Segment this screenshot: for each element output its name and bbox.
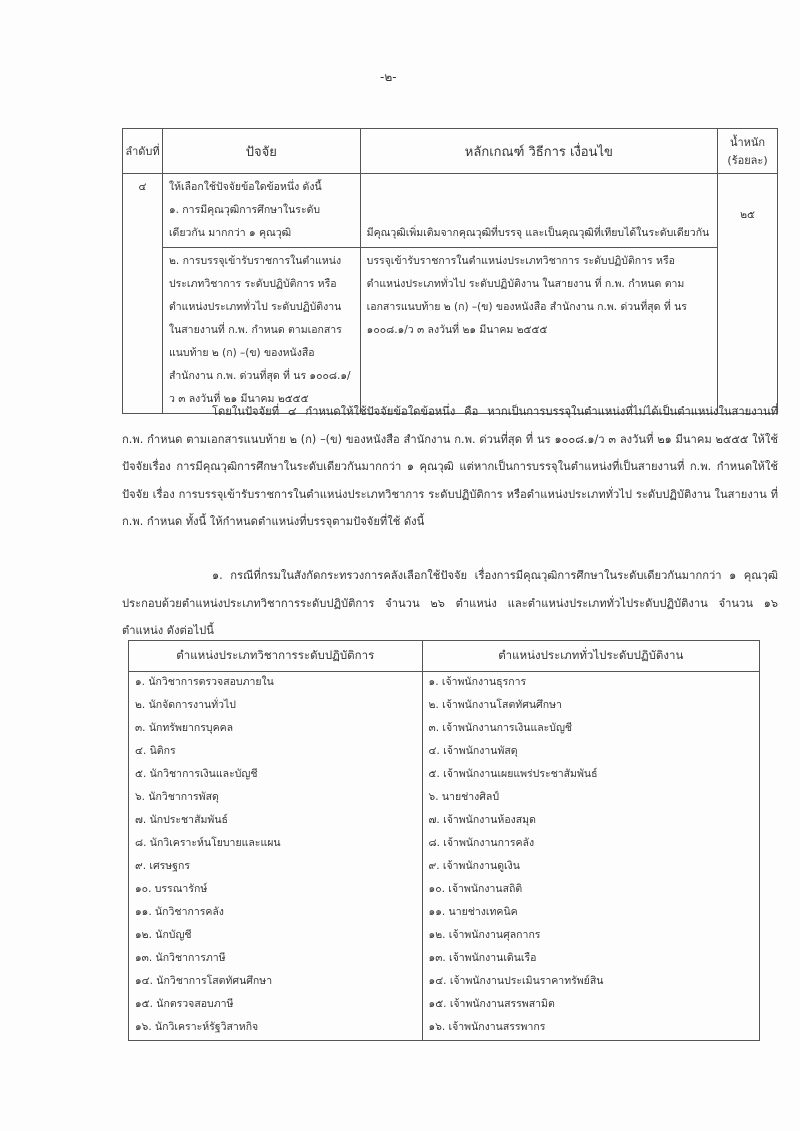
factor-2: ๒. การบรรจุเข้ารับราชการในตำแหน่งประเภทวิชาการ ระดับปฏิบัติการ หรือตำแหน่งประเภททั่วไป ระดับปฏิบัติงาน ในสายงานที่ ก.พ. กำหนด ตามเอกสารแนบท้าย ๒ (ก) –(ข) ของหนังสือ สำนักงาน ก.พ. ด่วนที่สุด ที่ นร ๑๐๐๘.๑/ว ๓ ลงวันที่ ๒๑ มีนาคม ๒๕๕๕: [162, 248, 360, 414]
academic-position: ๑๖. นักวิเคราะห์รัฐวิสาหกิจ: [129, 1017, 423, 1041]
table-row: [123, 174, 778, 248]
header-general: ตำแหน่งประเภททั่วไประดับปฏิบัติงาน: [422, 641, 759, 672]
academic-position: ๑๔. นักวิชาการโสตทัศนศึกษา: [129, 971, 423, 994]
academic-position: ๔. นิติกร: [129, 741, 423, 764]
general-position: ๑. เจ้าพนักงานธุรการ: [422, 672, 759, 696]
header-no: ลำดับที่: [123, 129, 163, 174]
academic-position: ๑๓. นักวิชาการภาษี: [129, 948, 423, 971]
academic-position: ๒. นักจัดการงานทั่วไป: [129, 695, 423, 718]
criteria-1: มีคุณวุฒิเพิ่มเติมจากคุณวุฒิที่บรรจุ และเป็นคุณวุฒิที่เทียบได้ในระดับเดียวกัน: [360, 174, 717, 248]
table-row: [129, 741, 760, 764]
general-position: ๑๓. เจ้าพนักงานเดินเรือ: [422, 948, 759, 971]
paragraph-1: โดยในปัจจัยที่ ๔ กำหนดให้ใช้ปัจจัยข้อใดข้อหนึ่ง คือ หากเป็นการบรรจุในตำแหน่งที่ไม่ได้เป็นตำแหน่งในสายงานที่ ก.พ. กำหนด ตามเอกสารแนบท้าย ๒ (ก) –(ข) ของหนังสือ สำนักงาน ก.พ. ด่วนที่สุด ที่ นร ๑๐๐๘.๑/ว ๓ ลงวันที่ ๒๑ มีนาคม ๒๕๕๕ ให้ใช้ปัจจัยเรื่อง การมีคุณวุฒิการศึกษาในระดับเดียวกันมากกว่า ๑ คุณวุฒิ แต่หากเป็นการบรรจุในตำแหน่งที่เป็นสายงานที่ ก.พ. กำหนดให้ใช้ปัจจัย เรื่อง การบรรจุเข้ารับราชการในตำแหน่งประเภทวิชาการ ระดับปฏิบัติการ หรือตำแหน่งประเภททั่วไป ระดับปฏิบัติงาน ในสายงาน ที่ ก.พ. กำหนด ทั้งนี้ ให้กำหนดตำแหน่งที่บรรจุตามปัจจัยที่ใช้ ดังนี้: [122, 405, 778, 528]
criteria-2: บรรจุเข้ารับราชการในตำแหน่งประเภทวิชาการ ระดับปฏิบัติการ หรือตำแหน่งประเภททั่วไป ระดับปฏิบัติงาน ในสายงาน ที่ ก.พ. กำหนด ตามเอกสารแนบท้าย ๒ (ก) –(ข) ของหนังสือ สำนักงาน ก.พ. ด่วนที่สุด ที่ นร ๑๐๐๘.๑/ว ๓ ลงวันที่ ๒๑ มีนาคม ๒๕๕๕: [360, 248, 717, 414]
general-position: ๘. เจ้าพนักงานการคลัง: [422, 833, 759, 856]
academic-position: ๑. นักวิชาการตรวจสอบภายใน: [129, 672, 423, 696]
general-position: ๒. เจ้าพนักงานโสตทัศนศึกษา: [422, 695, 759, 718]
academic-position: ๑๒. นักบัญชี: [129, 925, 423, 948]
header-factor: ปัจจัย: [162, 129, 360, 174]
table-row: [129, 994, 760, 1017]
academic-position: ๑๕. นักตรวจสอบภาษี: [129, 994, 423, 1017]
academic-position: ๕. นักวิชาการเงินและบัญชี: [129, 764, 423, 787]
table-row: [129, 1017, 760, 1041]
academic-position: ๗. นักประชาสัมพันธ์: [129, 810, 423, 833]
table-row: [123, 248, 778, 414]
general-position: ๙. เจ้าพนักงานดูเงิน: [422, 856, 759, 879]
general-position: ๗. เจ้าพนักงานห้องสมุด: [422, 810, 759, 833]
positions-header-row: [129, 641, 760, 672]
table-row: [129, 971, 760, 994]
criteria-header-row: [123, 129, 778, 174]
table-row: [129, 948, 760, 971]
general-position: ๓. เจ้าพนักงานการเงินและบัญชี: [422, 718, 759, 741]
header-weight: น้ำหนัก (ร้อยละ): [718, 129, 778, 174]
table-row: [129, 902, 760, 925]
table-row: [129, 810, 760, 833]
table-row: [129, 695, 760, 718]
weight: ๒๕: [718, 174, 778, 414]
academic-position: ๙. เศรษฐกร: [129, 856, 423, 879]
table-row: [129, 925, 760, 948]
general-position: ๔. เจ้าพนักงานพัสดุ: [422, 741, 759, 764]
paragraph-2: ๑. กรณีที่กรมในสังกัดกระทรวงการคลังเลือกใช้ปัจจัย เรื่องการมีคุณวุฒิการศึกษาในระดับเดียวกันมากกว่า ๑ คุณวุฒิ ประกอบด้วยตำแหน่งประเภทวิชาการระดับปฏิบัติการ จำนวน ๒๖ ตำแหน่ง และตำแหน่งประเภททั่วไประดับปฏิบัติงาน จำนวน ๑๖ ตำแหน่ง ดังต่อไปนี้: [122, 569, 778, 637]
table-row: [129, 787, 760, 810]
academic-position: ๓. นักทรัพยากรบุคคล: [129, 718, 423, 741]
general-position: ๖. นายช่างศิลป์: [422, 787, 759, 810]
general-position: ๑๕. เจ้าพนักงานสรรพสามิต: [422, 994, 759, 1017]
academic-position: ๘. นักวิเคราะห์นโยบายและแผน: [129, 833, 423, 856]
general-position: ๑๖. เจ้าพนักงานสรรพากร: [422, 1017, 759, 1041]
table-row: [129, 856, 760, 879]
factor-title: ให้เลือกใช้ปัจจัยข้อใดข้อหนึ่ง ดังนี้: [168, 181, 322, 193]
page-number: -๒-: [380, 70, 397, 84]
criteria-table: [122, 128, 778, 414]
header-criteria: หลักเกณฑ์ วิธีการ เงื่อนไข: [360, 129, 717, 174]
header-academic: ตำแหน่งประเภทวิชาการระดับปฏิบัติการ: [129, 641, 423, 672]
general-position: ๕. เจ้าพนักงานเผยแพร่ประชาสัมพันธ์: [422, 764, 759, 787]
factor-1: ๑. การมีคุณวุฒิการศึกษาในระดับเดียวกัน มากกว่า ๑ คุณวุฒิ: [168, 204, 321, 239]
general-position: ๑๑. นายช่างเทคนิค: [422, 902, 759, 925]
table-row: [129, 718, 760, 741]
factor-cell: [162, 174, 360, 248]
table-row: [129, 879, 760, 902]
general-position: ๑๔. เจ้าพนักงานประเมินราคาทรัพย์สิน: [422, 971, 759, 994]
table-row: [129, 833, 760, 856]
general-position: ๑๐. เจ้าพนักงานสถิติ: [422, 879, 759, 902]
positions-table: [128, 640, 760, 1041]
table-row: [129, 764, 760, 787]
row-no: ๔: [123, 174, 163, 414]
general-position: ๑๒. เจ้าพนักงานศุลกากร: [422, 925, 759, 948]
academic-position: ๑๐. บรรณารักษ์: [129, 879, 423, 902]
table-row: [129, 672, 760, 696]
academic-position: ๑๑. นักวิชาการคลัง: [129, 902, 423, 925]
academic-position: ๖. นักวิชาการพัสดุ: [129, 787, 423, 810]
